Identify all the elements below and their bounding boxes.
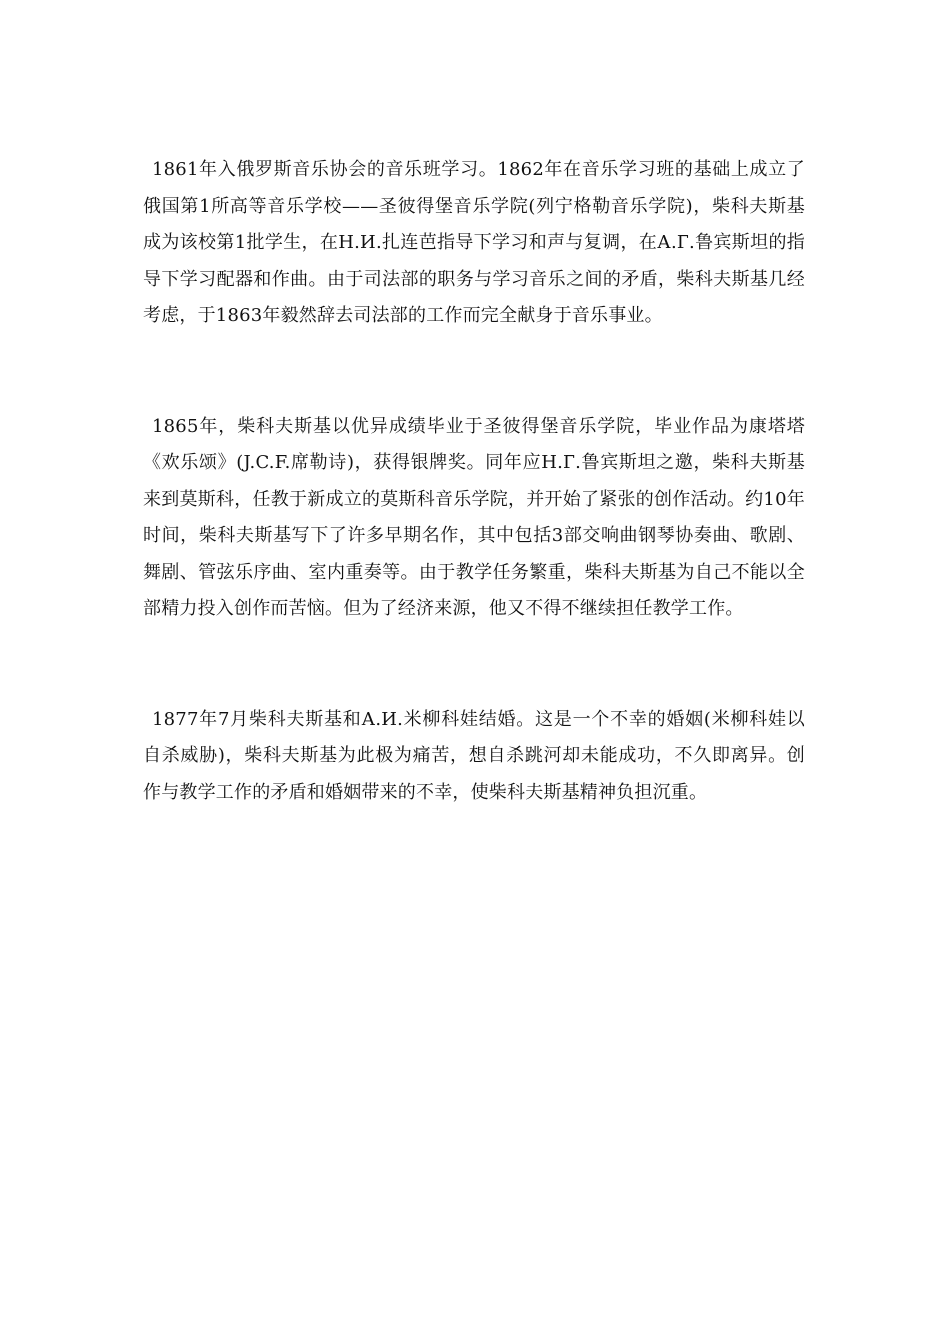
paragraph-2: 1865年，柴科夫斯基以优异成绩毕业于圣彼得堡音乐学院，毕业作品为康塔塔《欢乐颂》(J.C.F.席勒诗)，获得银牌奖。同年应Н.Г.鲁宾斯坦之邀，柴科夫斯基来到莫斯科，任教于新成立的莫斯科音乐学院，并开始了紧张的创作活动。约10年时间，柴科夫斯基写下了许多早期名作，其中包括3部交响曲钢琴协奏曲、歌剧、舞剧、管弦乐序曲、室内重奏等。由于教学任务繁重，柴科夫斯基为自己不能以全部精力投入创作而苦恼。但为了经济来源，他又不得不继续担任教学工作。 — [143, 415, 805, 619]
document-body — [143, 152, 805, 811]
paragraph-3: 1877年7月柴科夫斯基和А.И.米柳科娃结婚。这是一个不幸的婚姻(米柳科娃以自杀威胁)，柴科夫斯基为此极为痛苦，想自杀跳河却未能成功，不久即离异。创作与教学工作的矛盾和婚姻带来的不幸，使柴科夫斯基精神负担沉重。 — [143, 708, 805, 803]
paragraph-1: 1861年入俄罗斯音乐协会的音乐班学习。1862年在音乐学习班的基础上成立了俄国第1所高等音乐学校——圣彼得堡音乐学院(列宁格勒音乐学院)，柴科夫斯基成为该校第1批学生，在Н.И.扎连芭指导下学习和声与复调，在А.Г.鲁宾斯坦的指导下学习配器和作曲。由于司法部的职务与学习音乐之间的矛盾，柴科夫斯基几经考虑，于1863年毅然辞去司法部的工作而完全献身于音乐事业。 — [143, 159, 805, 326]
